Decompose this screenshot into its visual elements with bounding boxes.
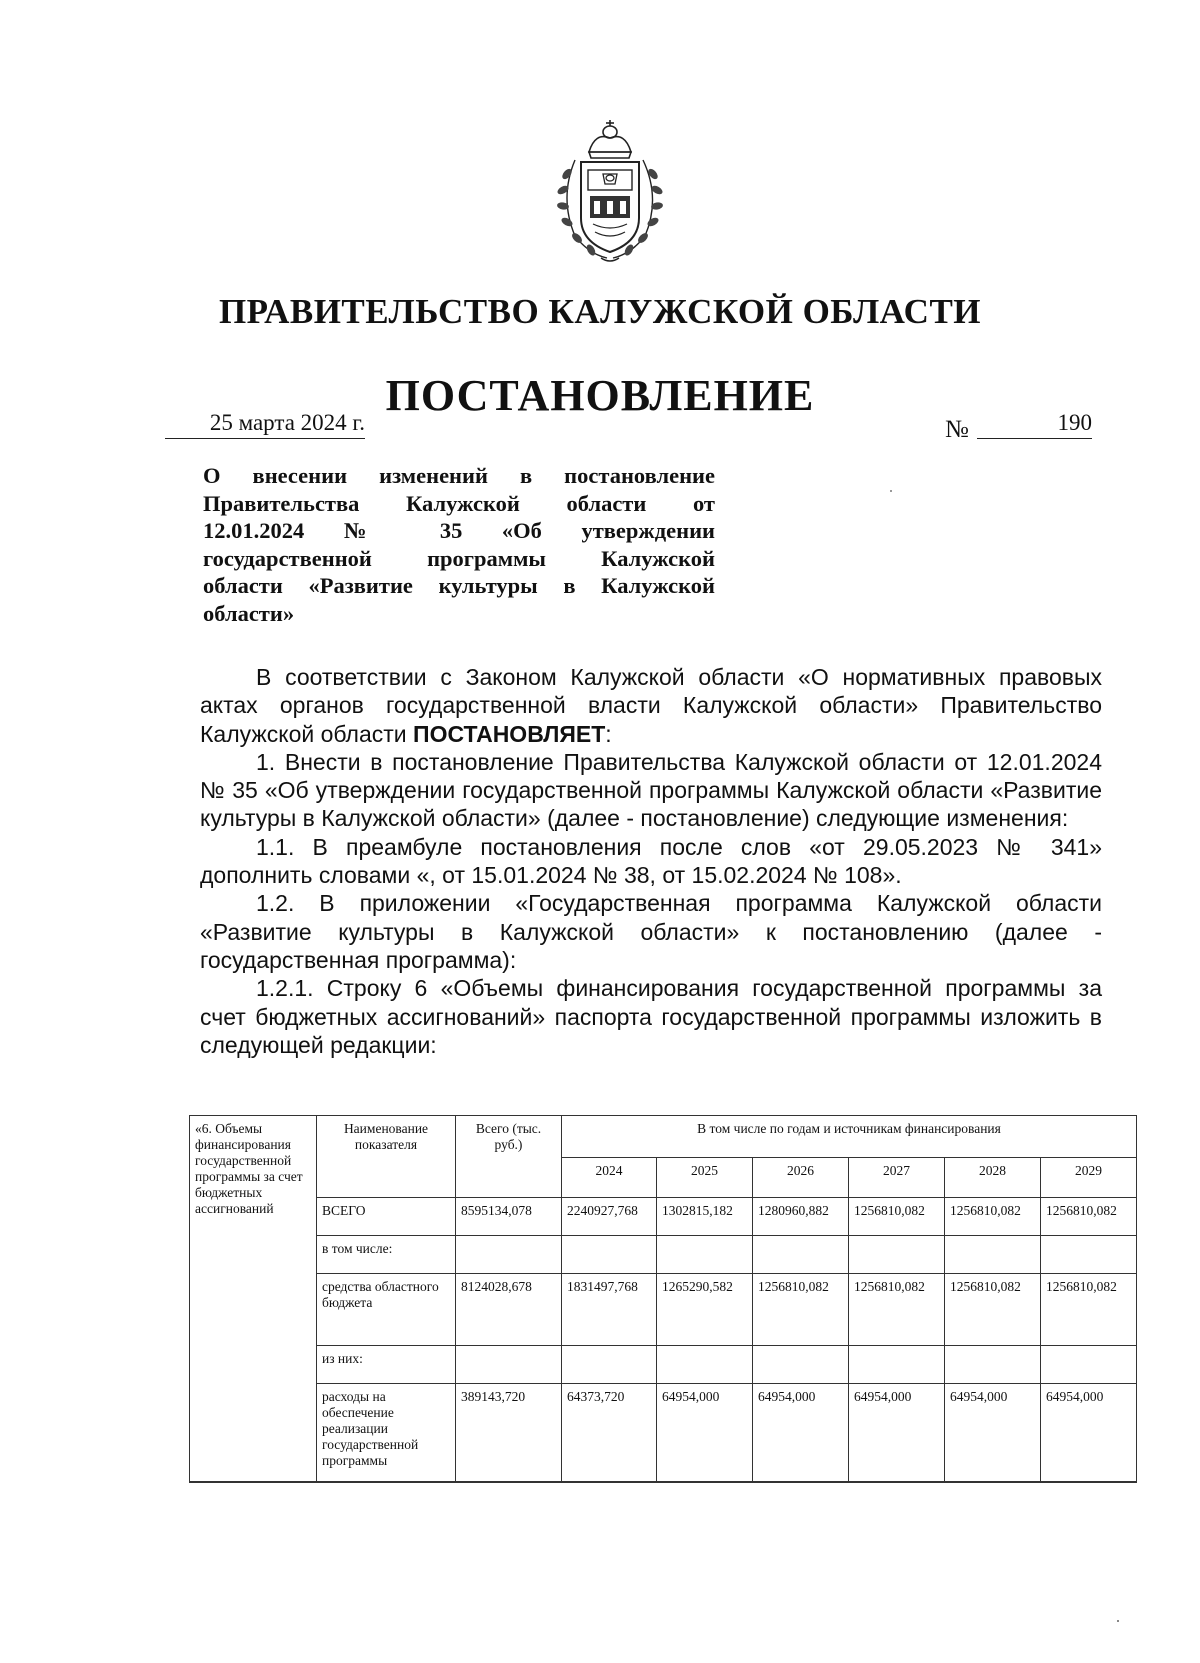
row-value: 2240927,768 — [562, 1198, 657, 1236]
government-name: ПРАВИТЕЛЬСТВО КАЛУЖСКОЙ ОБЛАСТИ — [218, 292, 982, 331]
years-group-header: В том числе по годам и источникам финансирования — [562, 1116, 1137, 1158]
row-value: 1256810,082 — [1041, 1198, 1137, 1236]
row-value: 64954,000 — [753, 1384, 849, 1482]
row-value: 1256810,082 — [849, 1274, 945, 1346]
number-label: № — [945, 416, 969, 443]
table-row — [190, 1198, 1137, 1236]
paragraph-1: 1. Внести в постановление Правительства Калужской области от 12.01.2024 № 35 «Об утверждении государственной программы Калужской области «Развитие культуры в Калужской области» (далее - постановление) следующие изменения: — [200, 748, 1102, 832]
row-value: 64954,000 — [657, 1384, 753, 1482]
row-name: ВСЕГО — [317, 1198, 456, 1236]
indicator-header: Наименование показателя — [317, 1116, 456, 1198]
row-label-cell: «6. Объемы финансирования государственной программы за счет бюджетных ассигнований — [190, 1116, 317, 1482]
decree-number: 190 — [977, 410, 1092, 439]
row-value: 1831497,768 — [562, 1274, 657, 1346]
year-header: 2025 — [657, 1158, 753, 1198]
heading-line: области «Развитие культуры в Калужской — [203, 573, 715, 598]
paragraph-1-2: 1.2. В приложении «Государственная программа Калужской области «Развитие культуры в Калужской области» к постановлению (далее - государственная программа): — [200, 890, 1102, 973]
heading-line: Правительства Калужской области от — [203, 490, 715, 516]
row-total: 8124028,678 — [456, 1274, 562, 1346]
row-value — [753, 1346, 849, 1384]
table-row — [190, 1274, 1137, 1346]
table-row — [190, 1346, 1137, 1384]
row-value: 1256810,082 — [945, 1274, 1041, 1346]
year-header: 2028 — [945, 1158, 1041, 1198]
row-name: в том числе: — [317, 1236, 456, 1274]
resolves-word: ПОСТАНОВЛЯЕТ — [413, 720, 606, 747]
paragraph-1-1: 1.1. В преамбуле постановления после слов «от 29.05.2023 № 341» дополнить словами «, от 15.01.2024 № 38, от 15.02.2024 № 108». — [200, 833, 1102, 889]
table-row — [190, 1384, 1137, 1482]
row-value: 64954,000 — [849, 1384, 945, 1482]
row-value — [657, 1346, 753, 1384]
row-name: расходы на обеспечение реализации государственной программы — [317, 1384, 456, 1482]
row-value — [945, 1236, 1041, 1274]
row-value: 64954,000 — [945, 1384, 1041, 1482]
row-value — [849, 1346, 945, 1384]
row-total: 389143,720 — [456, 1384, 562, 1482]
row-value: 1302815,182 — [657, 1198, 753, 1236]
row-value — [1041, 1236, 1137, 1274]
scan-speck — [1117, 1620, 1119, 1622]
intro-end: : — [605, 720, 612, 747]
year-header: 2026 — [753, 1158, 849, 1198]
year-header: 2027 — [849, 1158, 945, 1198]
row-value: 64373,720 — [562, 1384, 657, 1482]
decree-date: 25 марта 2024 г. — [165, 410, 365, 439]
decree-heading — [203, 462, 715, 627]
row-total: 8595134,078 — [456, 1198, 562, 1236]
row-total — [456, 1346, 562, 1384]
intro-text: В соответствии с Законом Калужской области «О нормативных правовых актах органов государственной власти Калужской области» Правительство Калужской области — [200, 664, 1102, 747]
row-value: 1256810,082 — [753, 1274, 849, 1346]
intro-paragraph — [200, 663, 1102, 748]
row-value: 1256810,082 — [849, 1198, 945, 1236]
heading-line: области» — [203, 600, 295, 626]
row-value: 1256810,082 — [945, 1198, 1041, 1236]
decree-body — [200, 663, 1102, 1059]
paragraph-1-2-1: 1.2.1. Строку 6 «Объемы финансирования государственной программы за счет бюджетных ассигнований» паспорта государственной программы изложить в следующей редакции: — [200, 975, 1102, 1058]
row-value — [562, 1236, 657, 1274]
table-row — [190, 1236, 1137, 1274]
heading-line: О внесении изменений в постановление — [203, 463, 715, 488]
row-value — [753, 1236, 849, 1274]
row-value: 1265290,582 — [657, 1274, 753, 1346]
row-value — [945, 1346, 1041, 1384]
financing-table — [189, 1115, 1137, 1483]
row-name: средства областного бюджета — [317, 1274, 456, 1346]
row-value: 64954,000 — [1041, 1384, 1137, 1482]
row-total — [456, 1236, 562, 1274]
row-name: из них: — [317, 1346, 456, 1384]
coat-of-arms-emblem — [545, 118, 675, 266]
heading-line: государственной программы Калужской — [203, 545, 715, 571]
row-value — [562, 1346, 657, 1384]
row-value: 1280960,882 — [753, 1198, 849, 1236]
row-value — [1041, 1346, 1137, 1384]
row-value — [657, 1236, 753, 1274]
document-type: ПОСТАНОВЛЕНИЕ — [385, 371, 815, 420]
total-header: Всего (тыс. руб.) — [456, 1116, 562, 1198]
year-header: 2029 — [1041, 1158, 1137, 1198]
scan-speck — [890, 490, 892, 492]
year-header: 2024 — [562, 1158, 657, 1198]
heading-line: 12.01.2024 № 35 «Об утверждении — [203, 518, 715, 543]
row-value: 1256810,082 — [1041, 1274, 1137, 1346]
row-value — [849, 1236, 945, 1274]
